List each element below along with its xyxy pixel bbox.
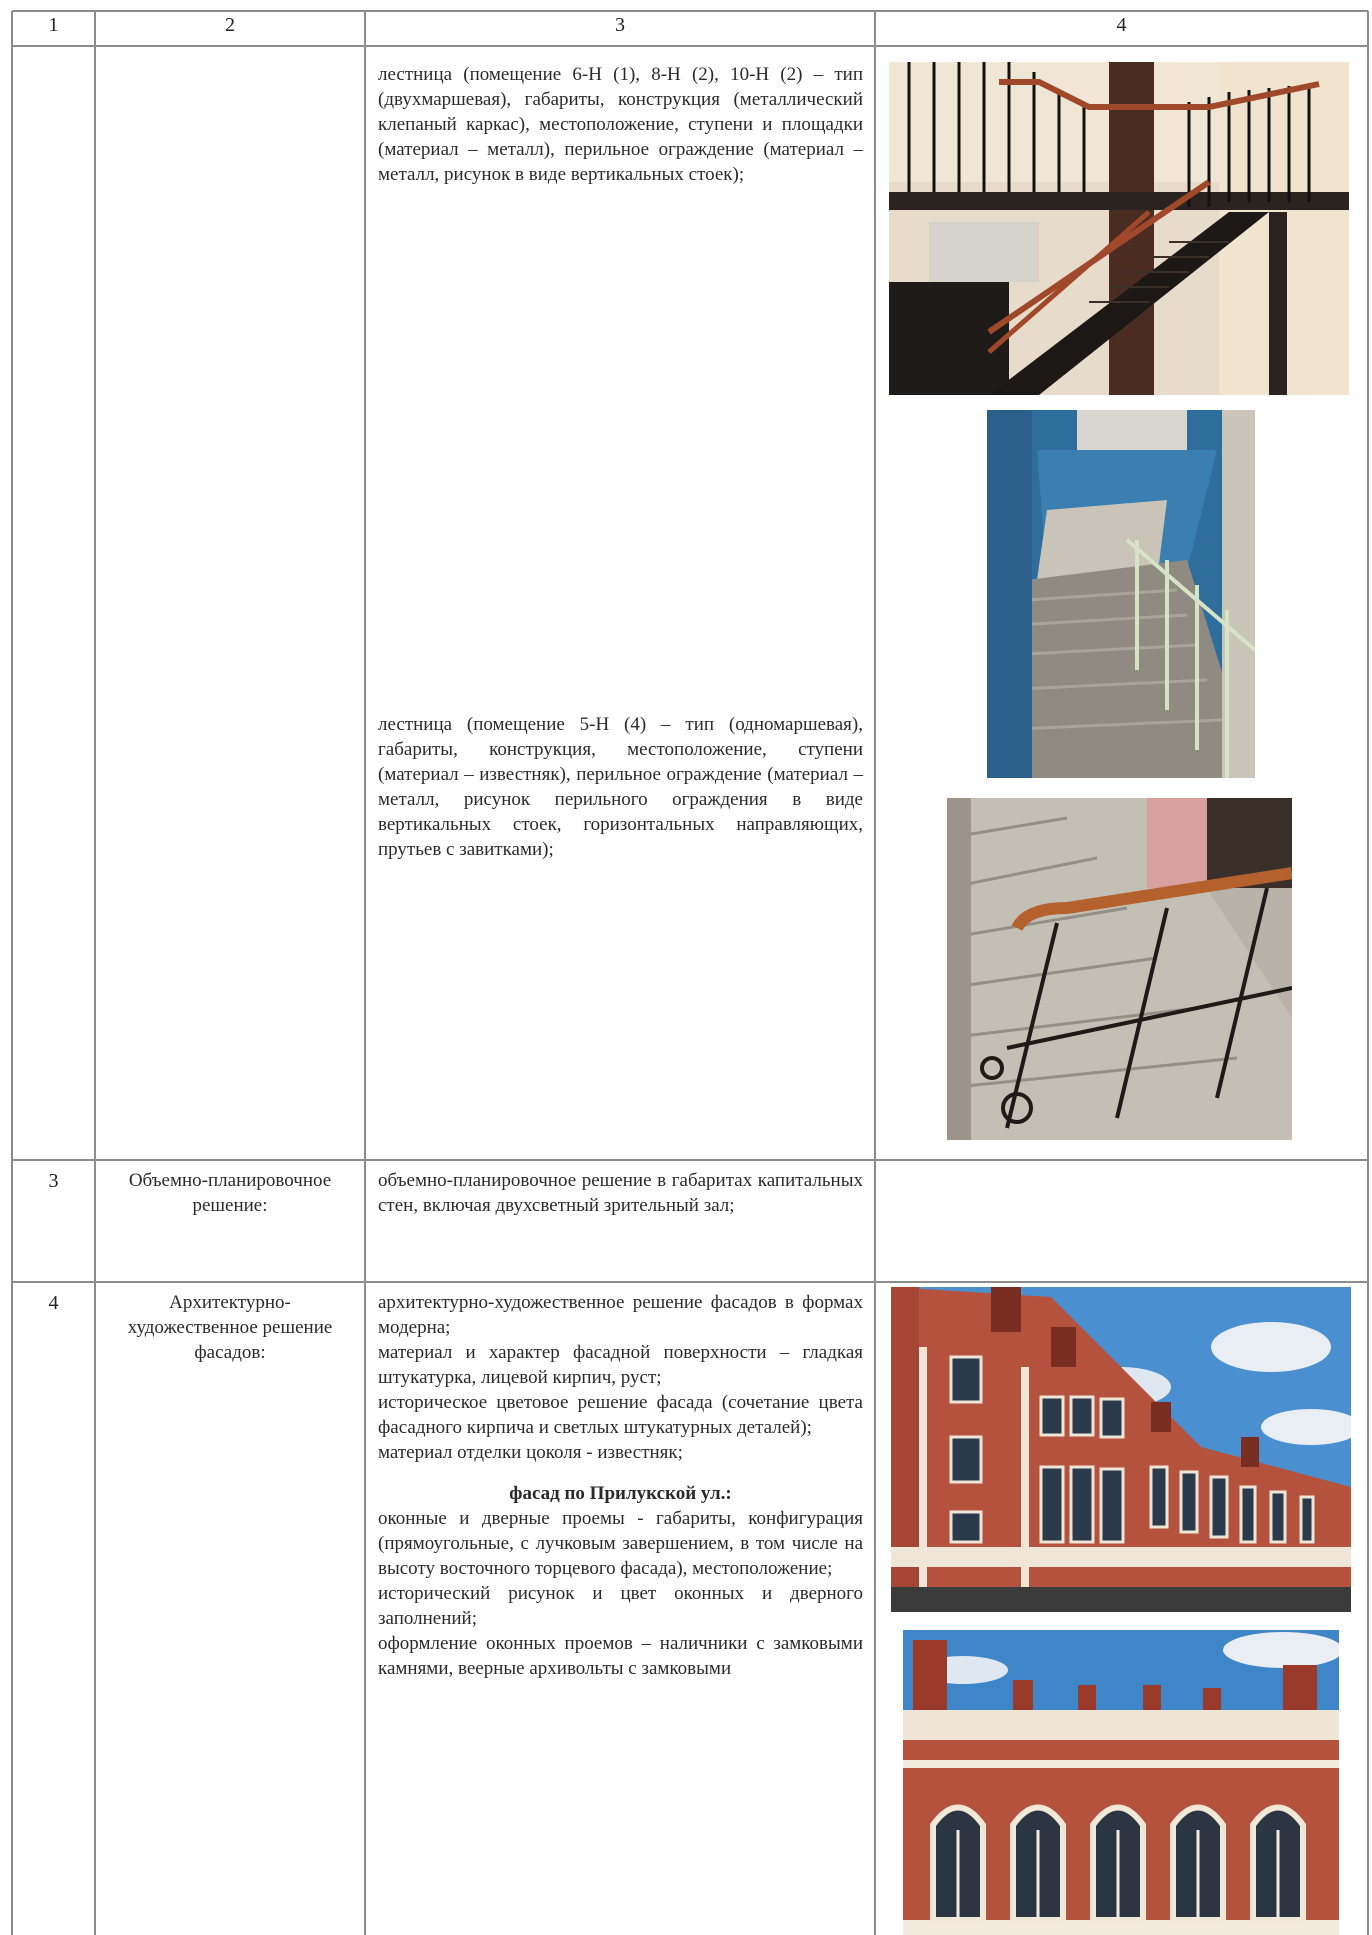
- row-label: Объемно-планировочное решение:: [128, 1170, 332, 1216]
- metal-staircase-photo: [889, 62, 1349, 395]
- paragraph: исторический рисунок и цвет оконных и дверного заполнений;: [378, 1583, 863, 1629]
- brick-facade-photo: [891, 1287, 1351, 1612]
- planning-solution-description: [378, 1168, 863, 1218]
- paragraph: оконные и дверные проемы - габариты, конфигурация (прямоугольные, с лучковым завершением, в том числе на высоту восточного торцевого фасада), местоположение;: [378, 1508, 863, 1579]
- row-label: Архитектурно-художественное решение фасадов:: [127, 1292, 333, 1363]
- brick-facade-arched-windows-photo: [903, 1630, 1339, 1935]
- staircase-2-description: [378, 712, 863, 862]
- row-number: 3: [48, 1170, 59, 1192]
- paragraph: лестница (помещение 6-Н (1), 8-Н (2), 10-Н (2) – тип (двухмаршевая), габариты, конструкция (металлический клепаный каркас), местоположение, ступени и площадки (материал – металл), перильное ограждение (материал – металл, рисунок в виде вертикальных стоек);: [378, 64, 863, 185]
- facade-solution-description: [378, 1290, 863, 1681]
- blue-stairwell-photo: [987, 410, 1255, 778]
- paragraph: материал отделки цоколя - известняк;: [378, 1442, 683, 1463]
- header-col-4: 4: [1116, 14, 1127, 36]
- staircase-1-description: [378, 62, 863, 187]
- header-col-1: 1: [48, 14, 59, 36]
- paragraph: оформление оконных проемов – наличники с замковыми камнями, веерные архивольты с замковыми: [378, 1633, 863, 1679]
- header-col-3: 3: [615, 14, 625, 36]
- header-col-2: 2: [225, 14, 235, 36]
- paragraph: архитектурно-художественное решение фасадов в формах модерна;: [378, 1292, 863, 1338]
- paragraph: лестница (помещение 5-Н (4) – тип (одномаршевая), габариты, конструкция, местоположение, ступени (материал – известняк), перильное ограждение (материал – металл, рисунок перильного ограждения в виде вертикальных стоек, горизонтальных направляющих, прутьев с завитками);: [378, 714, 863, 860]
- facade-subheading: фасад по Прилукской ул.:: [509, 1483, 732, 1504]
- row-number: 4: [48, 1292, 59, 1314]
- paragraph: объемно-планировочное решение в габаритах капитальных стен, включая двухсветный зрительный зал;: [378, 1170, 863, 1216]
- paragraph: материал и характер фасадной поверхности – гладкая штукатурка, лицевой кирпич, руст;: [378, 1342, 863, 1388]
- stone-staircase-railing-photo: [947, 798, 1292, 1140]
- paragraph: историческое цветовое решение фасада (сочетание цвета фасадного кирпича и светлых штукатурных деталей);: [378, 1392, 863, 1438]
